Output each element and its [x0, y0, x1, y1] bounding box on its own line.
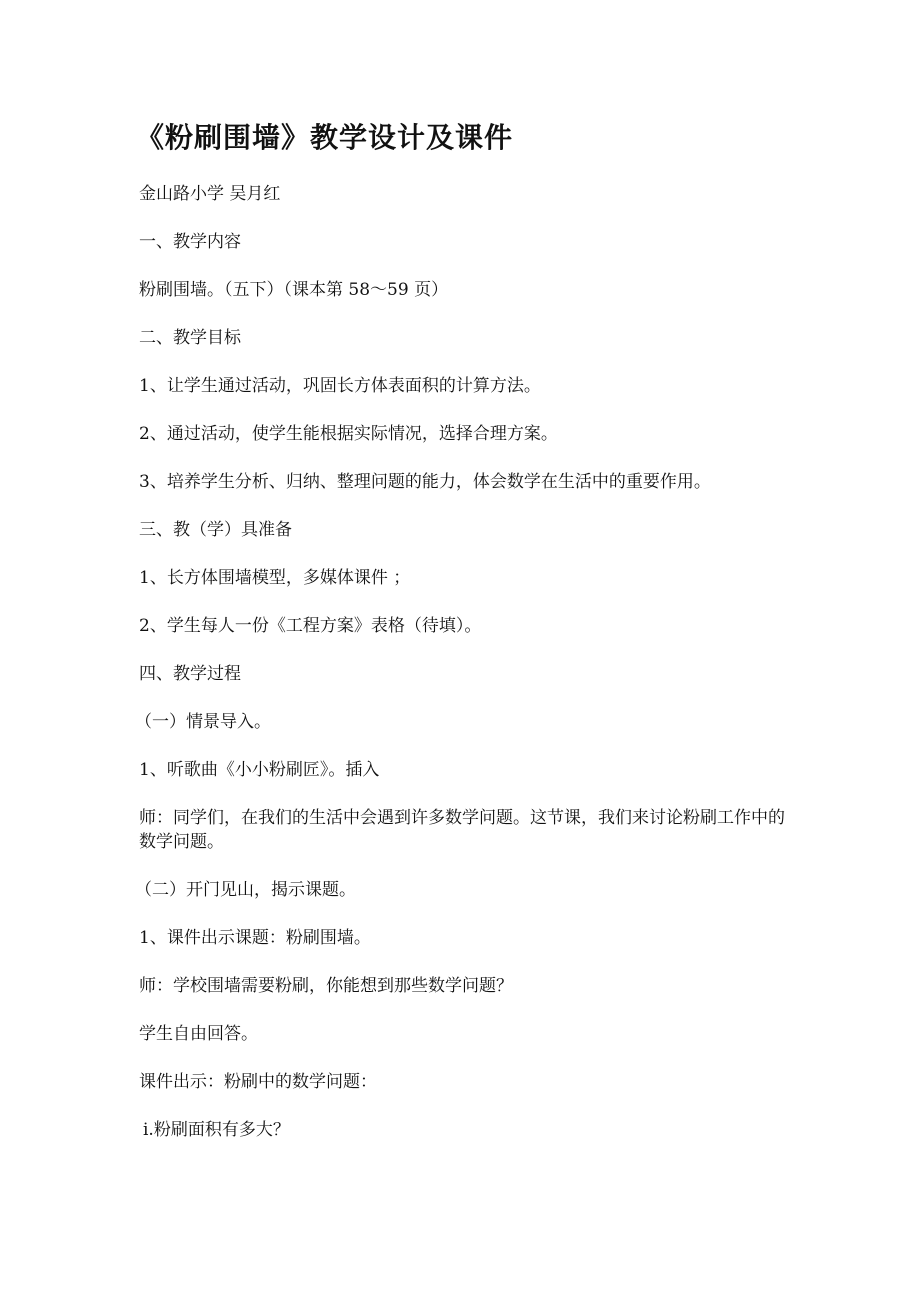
- process-item-song: 1、听歌曲《小小粉刷匠》。插入: [139, 760, 380, 780]
- material-item-1: 1、长方体围墙模型，多媒体课件 ；: [139, 568, 411, 588]
- section-heading-goals: 二、教学目标: [139, 328, 241, 348]
- section-heading-materials: 三、教（学）具准备: [139, 520, 292, 540]
- student-answer-line: 学生自由回答。: [139, 1024, 258, 1044]
- teacher-paragraph-2: 师：学校围墙需要粉刷，你能想到那些数学问题？: [139, 976, 513, 996]
- material-item-2: 2、学生每人一份《工程方案》表格（待填）。: [139, 616, 482, 636]
- section-heading-process: 四、教学过程: [139, 664, 241, 684]
- goal-item-3: 3、培养学生分析、归纳、整理问题的能力，体会数学在生活中的重要作用。: [139, 472, 711, 492]
- courseware-line: 课件出示：粉刷中的数学问题：: [139, 1072, 377, 1092]
- author-line: 金山路小学 吴月红: [139, 184, 281, 204]
- paragraph-content: 粉刷围墙。（五下）（课本第 58～59 页）: [139, 280, 449, 300]
- process-item-topic: 1、课件出示课题：粉刷围墙。: [139, 928, 371, 948]
- section-heading-content: 一、教学内容: [139, 232, 241, 252]
- question-item-1: ⅰ.粉刷面积有多大？: [143, 1120, 290, 1140]
- goal-item-1: 1、让学生通过活动，巩固长方体表面积的计算方法。: [139, 376, 541, 396]
- process-step-2-heading: （二）开门见山，揭示课题。: [135, 880, 356, 900]
- goal-item-2: 2、通过活动，使学生能根据实际情况，选择合理方案。: [139, 424, 558, 444]
- document-title: 《粉刷围墙》教学设计及课件: [136, 121, 514, 154]
- process-step-1-heading: （一）情景导入。: [135, 712, 271, 732]
- teacher-paragraph-1: 师：同学们，在我们的生活中会遇到许多数学问题。这节课，我们来讨论粉刷工作中的数学问题。: [139, 808, 785, 852]
